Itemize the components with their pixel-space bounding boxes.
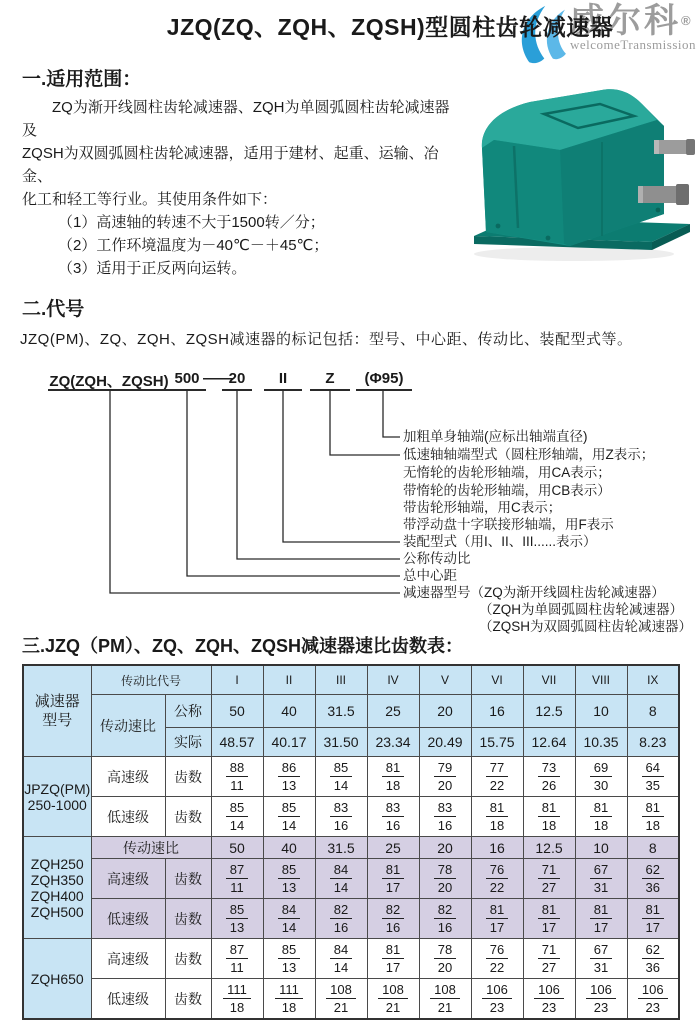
teeth-fraction: $\frac{81}{17}$ bbox=[642, 903, 664, 934]
ratio-code-cell: II bbox=[263, 665, 315, 695]
nominal-value-cell: 16 bbox=[471, 695, 523, 728]
teeth-cell bbox=[419, 859, 471, 899]
teeth-fraction: $\frac{78}{20}$ bbox=[434, 863, 456, 894]
teeth-cell bbox=[419, 979, 471, 1020]
ratio-value-cell: 8 bbox=[627, 837, 679, 859]
logo-subtitle: welcomeTransmission bbox=[569, 37, 696, 52]
teeth-cell bbox=[419, 797, 471, 837]
annotation-line: 低速轴轴端型式（圆柱形轴端，用Z表示； bbox=[403, 447, 655, 462]
teeth-fraction: $\frac{77}{22}$ bbox=[486, 761, 508, 792]
actual-value-cell: 20.49 bbox=[419, 728, 471, 757]
teeth-fraction: $\frac{111}{18}$ bbox=[223, 983, 251, 1014]
teeth-fraction: $\frac{81}{17}$ bbox=[382, 863, 404, 894]
ratio-code-cell: VIII bbox=[575, 665, 627, 695]
ratio-value-cell: 25 bbox=[367, 837, 419, 859]
teeth-cell bbox=[367, 859, 419, 899]
teeth-cell bbox=[263, 899, 315, 939]
actual-value-cell: 12.64 bbox=[523, 728, 575, 757]
teeth-cell bbox=[523, 979, 575, 1020]
actual-label: 实际 bbox=[165, 728, 211, 757]
teeth-cell bbox=[471, 757, 523, 797]
annotation-line: 减速器型号（ZQ为渐开线圆柱齿轮减速器） bbox=[403, 585, 665, 600]
teeth-cell bbox=[627, 979, 679, 1020]
teeth-fraction: $\frac{82}{16}$ bbox=[330, 903, 352, 934]
teeth-fraction: $\frac{108}{21}$ bbox=[378, 983, 408, 1014]
teeth-fraction: $\frac{79}{20}$ bbox=[434, 761, 456, 792]
teeth-cell bbox=[471, 859, 523, 899]
teeth-fraction: $\frac{81}{17}$ bbox=[538, 903, 560, 934]
teeth-cell bbox=[523, 797, 575, 837]
teeth-fraction: $\frac{81}{18}$ bbox=[382, 761, 404, 792]
nominal-value-cell: 25 bbox=[367, 695, 419, 728]
teeth-cell bbox=[523, 939, 575, 979]
paragraph-line: ZQSH为双圆弧圆柱齿轮减速器，适用于建材、起重、运输、冶金、 bbox=[22, 145, 439, 185]
model-cell: ZQH650 bbox=[23, 939, 91, 1020]
paragraph-line: 化工和轻工等行业。其使用条件如下： bbox=[22, 191, 278, 208]
table-row bbox=[23, 899, 679, 939]
table-header-row bbox=[23, 665, 679, 695]
table-row bbox=[23, 979, 679, 1020]
actual-value-cell: 40.17 bbox=[263, 728, 315, 757]
teeth-cell bbox=[471, 899, 523, 939]
teeth-cell bbox=[419, 757, 471, 797]
teeth-cell bbox=[627, 797, 679, 837]
teeth-fraction: $\frac{106}{23}$ bbox=[482, 983, 512, 1014]
teeth-cell bbox=[471, 979, 523, 1020]
teeth-fraction: $\frac{81}{18}$ bbox=[590, 801, 612, 832]
teeth-cell bbox=[419, 899, 471, 939]
teeth-fraction: $\frac{62}{36}$ bbox=[642, 863, 664, 894]
annotation-line: 带浮动盘十字联接形轴端，用F表示 bbox=[403, 517, 614, 532]
section2-heading: 二.代号 bbox=[22, 299, 85, 320]
section3-heading: 三.JZQ（PM）、ZQ、ZQH、ZQSH减速器速比齿数表： bbox=[22, 636, 463, 656]
logo-brand-name: 威尔科® bbox=[569, 2, 694, 40]
teeth-label: 齿数 bbox=[165, 859, 211, 899]
teeth-fraction: $\frac{64}{35}$ bbox=[642, 761, 664, 792]
teeth-cell bbox=[471, 939, 523, 979]
teeth-cell bbox=[211, 939, 263, 979]
teeth-cell bbox=[523, 899, 575, 939]
teeth-fraction: $\frac{85}{14}$ bbox=[330, 761, 352, 792]
teeth-fraction: $\frac{86}{13}$ bbox=[278, 761, 300, 792]
nominal-value-cell: 31.5 bbox=[315, 695, 367, 728]
level-label: 低速级 bbox=[91, 899, 165, 939]
teeth-label: 齿数 bbox=[165, 899, 211, 939]
teeth-fraction: $\frac{83}{16}$ bbox=[434, 801, 456, 832]
teeth-cell bbox=[263, 939, 315, 979]
table-row bbox=[23, 837, 679, 859]
teeth-cell bbox=[471, 797, 523, 837]
teeth-cell bbox=[575, 939, 627, 979]
actual-value-cell: 31.50 bbox=[315, 728, 367, 757]
teeth-cell bbox=[211, 859, 263, 899]
teeth-cell bbox=[627, 899, 679, 939]
actual-value-cell: 48.57 bbox=[211, 728, 263, 757]
teeth-fraction: $\frac{67}{31}$ bbox=[590, 863, 612, 894]
teeth-fraction: $\frac{88}{11}$ bbox=[226, 761, 248, 792]
teeth-cell bbox=[315, 899, 367, 939]
ratio-value-cell: 40 bbox=[263, 837, 315, 859]
table-row bbox=[23, 797, 679, 837]
teeth-cell bbox=[211, 757, 263, 797]
teeth-fraction: $\frac{85}{14}$ bbox=[226, 801, 248, 832]
actual-value-cell: 10.35 bbox=[575, 728, 627, 757]
teeth-fraction: $\frac{81}{17}$ bbox=[382, 943, 404, 974]
nominal-value-cell: 50 bbox=[211, 695, 263, 728]
teeth-cell bbox=[575, 757, 627, 797]
teeth-fraction: $\frac{85}{13}$ bbox=[278, 943, 300, 974]
teeth-cell bbox=[575, 859, 627, 899]
teeth-cell bbox=[367, 797, 419, 837]
teeth-fraction: $\frac{106}{23}$ bbox=[638, 983, 668, 1014]
nominal-value-cell: 10 bbox=[575, 695, 627, 728]
code-part-ratio: 20 bbox=[222, 370, 252, 391]
teeth-fraction: $\frac{108}{21}$ bbox=[326, 983, 356, 1014]
teeth-cell bbox=[367, 939, 419, 979]
teeth-fraction: $\frac{82}{16}$ bbox=[434, 903, 456, 934]
actual-value-cell: 15.75 bbox=[471, 728, 523, 757]
teeth-cell bbox=[523, 757, 575, 797]
teeth-cell bbox=[627, 939, 679, 979]
teeth-fraction: $\frac{87}{11}$ bbox=[226, 863, 248, 894]
teeth-fraction: $\frac{85}{13}$ bbox=[226, 903, 248, 934]
nominal-value-cell: 40 bbox=[263, 695, 315, 728]
code-part-shaft-dia: (Φ95) bbox=[356, 370, 412, 391]
level-label: 高速级 bbox=[91, 859, 165, 899]
teeth-fraction: $\frac{108}{21}$ bbox=[430, 983, 460, 1014]
ratio-table bbox=[22, 664, 680, 1020]
teeth-fraction: $\frac{76}{22}$ bbox=[486, 943, 508, 974]
teeth-cell bbox=[419, 939, 471, 979]
teeth-fraction: $\frac{84}{14}$ bbox=[278, 903, 300, 934]
teeth-cell bbox=[367, 899, 419, 939]
teeth-fraction: $\frac{111}{18}$ bbox=[275, 983, 303, 1014]
teeth-fraction: $\frac{84}{14}$ bbox=[330, 943, 352, 974]
ratio-code-cell: V bbox=[419, 665, 471, 695]
annotation-line: 装配型式（用I、II、III......表示） bbox=[403, 534, 597, 549]
annotation-line: 总中心距 bbox=[403, 568, 457, 583]
condition-item: （1）高速轴的转速不大于1500转／分； bbox=[58, 214, 325, 231]
teeth-fraction: $\frac{85}{14}$ bbox=[278, 801, 300, 832]
speed-ratio-label: 传动速比 bbox=[91, 695, 165, 757]
ratio-value-cell: 20 bbox=[419, 837, 471, 859]
ratio-code-label: 传动比代号 bbox=[91, 665, 211, 695]
condition-list bbox=[58, 211, 464, 280]
ratio-code-cell: III bbox=[315, 665, 367, 695]
code-part-shaft-type: Z bbox=[310, 370, 350, 391]
teeth-cell bbox=[263, 859, 315, 899]
ratio-code-cell: IV bbox=[367, 665, 419, 695]
nominal-label: 公称 bbox=[165, 695, 211, 728]
nominal-value-cell: 8 bbox=[627, 695, 679, 728]
designation-diagram bbox=[0, 366, 700, 634]
ratio-code-cell: IX bbox=[627, 665, 679, 695]
gear-reducer-photo bbox=[452, 84, 698, 264]
teeth-fraction: $\frac{73}{26}$ bbox=[538, 761, 560, 792]
table-header-row bbox=[23, 695, 679, 728]
ratio-code-cell: VI bbox=[471, 665, 523, 695]
ratio-value-cell: 10 bbox=[575, 837, 627, 859]
teeth-cell bbox=[263, 757, 315, 797]
nominal-value-cell: 20 bbox=[419, 695, 471, 728]
table-row bbox=[23, 939, 679, 979]
teeth-fraction: $\frac{81}{18}$ bbox=[642, 801, 664, 832]
model-cell: JPZQ(PM) 250-1000 bbox=[23, 757, 91, 837]
annotation-line: （ZQSH为双圆弧圆柱齿轮减速器） bbox=[479, 619, 693, 634]
section1-paragraph bbox=[22, 96, 464, 280]
teeth-fraction: $\frac{85}{13}$ bbox=[278, 863, 300, 894]
ratio-value-cell: 12.5 bbox=[523, 837, 575, 859]
code-dash: —— bbox=[203, 370, 233, 387]
ratio-code-cell: VII bbox=[523, 665, 575, 695]
annotation-line: 公称传动比 bbox=[403, 551, 471, 566]
teeth-cell bbox=[263, 797, 315, 837]
teeth-fraction: $\frac{71}{27}$ bbox=[538, 943, 560, 974]
actual-value-cell: 8.23 bbox=[627, 728, 679, 757]
teeth-fraction: $\frac{81}{18}$ bbox=[486, 801, 508, 832]
teeth-fraction: $\frac{81}{17}$ bbox=[486, 903, 508, 934]
model-cell: ZQH250 ZQH350 ZQH400 ZQH500 bbox=[23, 837, 91, 939]
teeth-fraction: $\frac{83}{16}$ bbox=[330, 801, 352, 832]
teeth-cell bbox=[523, 859, 575, 899]
teeth-cell bbox=[315, 859, 367, 899]
level-label: 高速级 bbox=[91, 757, 165, 797]
teeth-fraction: $\frac{87}{11}$ bbox=[226, 943, 248, 974]
ratio-value-cell: 31.5 bbox=[315, 837, 367, 859]
nominal-value-cell: 12.5 bbox=[523, 695, 575, 728]
teeth-cell bbox=[263, 979, 315, 1020]
teeth-fraction: $\frac{71}{27}$ bbox=[538, 863, 560, 894]
table-row bbox=[23, 757, 679, 797]
paragraph-line: ZQ为渐开线圆柱齿轮减速器、ZQH为单圆弧圆柱齿轮减速器及 bbox=[22, 99, 450, 139]
ratio-value-cell: 50 bbox=[211, 837, 263, 859]
teeth-fraction: $\frac{67}{31}$ bbox=[590, 943, 612, 974]
teeth-cell bbox=[211, 979, 263, 1020]
teeth-cell bbox=[211, 899, 263, 939]
teeth-cell bbox=[315, 757, 367, 797]
level-label: 低速级 bbox=[91, 797, 165, 837]
annotation-line: 无惰轮的齿轮形轴端，用CA表示； bbox=[403, 465, 611, 480]
ratio-code-cell: I bbox=[211, 665, 263, 695]
actual-value-cell: 23.34 bbox=[367, 728, 419, 757]
teeth-cell bbox=[315, 979, 367, 1020]
level-label: 高速级 bbox=[91, 939, 165, 979]
teeth-cell bbox=[211, 797, 263, 837]
annotation-line: 加粗单身轴端(应标出轴端直径) bbox=[403, 429, 588, 444]
teeth-cell bbox=[367, 979, 419, 1020]
table-row bbox=[23, 859, 679, 899]
page-title: JZQ(ZQ、ZQH、ZQSH)型圆柱齿轮减速器 bbox=[166, 14, 614, 40]
speed-ratio-label: 传动速比 bbox=[91, 837, 211, 859]
registered-mark: ® bbox=[680, 13, 694, 28]
teeth-cell bbox=[575, 899, 627, 939]
corner-cell: 减速器 型号 bbox=[23, 665, 91, 757]
teeth-fraction: $\frac{76}{22}$ bbox=[486, 863, 508, 894]
teeth-cell bbox=[575, 979, 627, 1020]
teeth-fraction: $\frac{78}{20}$ bbox=[434, 943, 456, 974]
teeth-fraction: $\frac{69}{30}$ bbox=[590, 761, 612, 792]
teeth-fraction: $\frac{84}{14}$ bbox=[330, 863, 352, 894]
teeth-cell bbox=[627, 757, 679, 797]
code-part-model: ZQ(ZQH、ZQSH) bbox=[48, 370, 170, 391]
teeth-cell bbox=[627, 859, 679, 899]
code-part-assembly: II bbox=[264, 370, 302, 391]
annotation-line: 带惰轮的齿轮形轴端，用CB表示） bbox=[403, 483, 611, 498]
teeth-cell bbox=[367, 757, 419, 797]
teeth-fraction: $\frac{62}{36}$ bbox=[642, 943, 664, 974]
teeth-label: 齿数 bbox=[165, 939, 211, 979]
annotation-line: 带齿轮形轴端，用C表示； bbox=[403, 500, 562, 515]
teeth-label: 齿数 bbox=[165, 797, 211, 837]
condition-item: （2）工作环境温度为－40℃－＋45℃； bbox=[58, 237, 329, 254]
section2-intro: JZQ(PM)、ZQ、ZQH、ZQSH减速器的标记包括：型号、中心距、传动比、装配型式等。 bbox=[20, 331, 633, 348]
teeth-label: 齿数 bbox=[165, 979, 211, 1020]
level-label: 低速级 bbox=[91, 979, 165, 1020]
code-part-center-distance: 500 bbox=[168, 370, 206, 391]
teeth-fraction: $\frac{81}{18}$ bbox=[538, 801, 560, 832]
teeth-cell bbox=[315, 939, 367, 979]
ratio-value-cell: 16 bbox=[471, 837, 523, 859]
teeth-cell bbox=[315, 797, 367, 837]
teeth-fraction: $\frac{81}{17}$ bbox=[590, 903, 612, 934]
section1-heading: 一.适用范围： bbox=[22, 69, 142, 90]
teeth-fraction: $\frac{106}{23}$ bbox=[534, 983, 564, 1014]
condition-item: （3）适用于正反两向运转。 bbox=[58, 260, 247, 277]
annotation-line: （ZQH为单圆弧圆柱齿轮减速器） bbox=[479, 602, 683, 617]
teeth-fraction: $\frac{106}{23}$ bbox=[586, 983, 616, 1014]
teeth-fraction: $\frac{83}{16}$ bbox=[382, 801, 404, 832]
teeth-cell bbox=[575, 797, 627, 837]
teeth-fraction: $\frac{82}{16}$ bbox=[382, 903, 404, 934]
teeth-label: 齿数 bbox=[165, 757, 211, 797]
